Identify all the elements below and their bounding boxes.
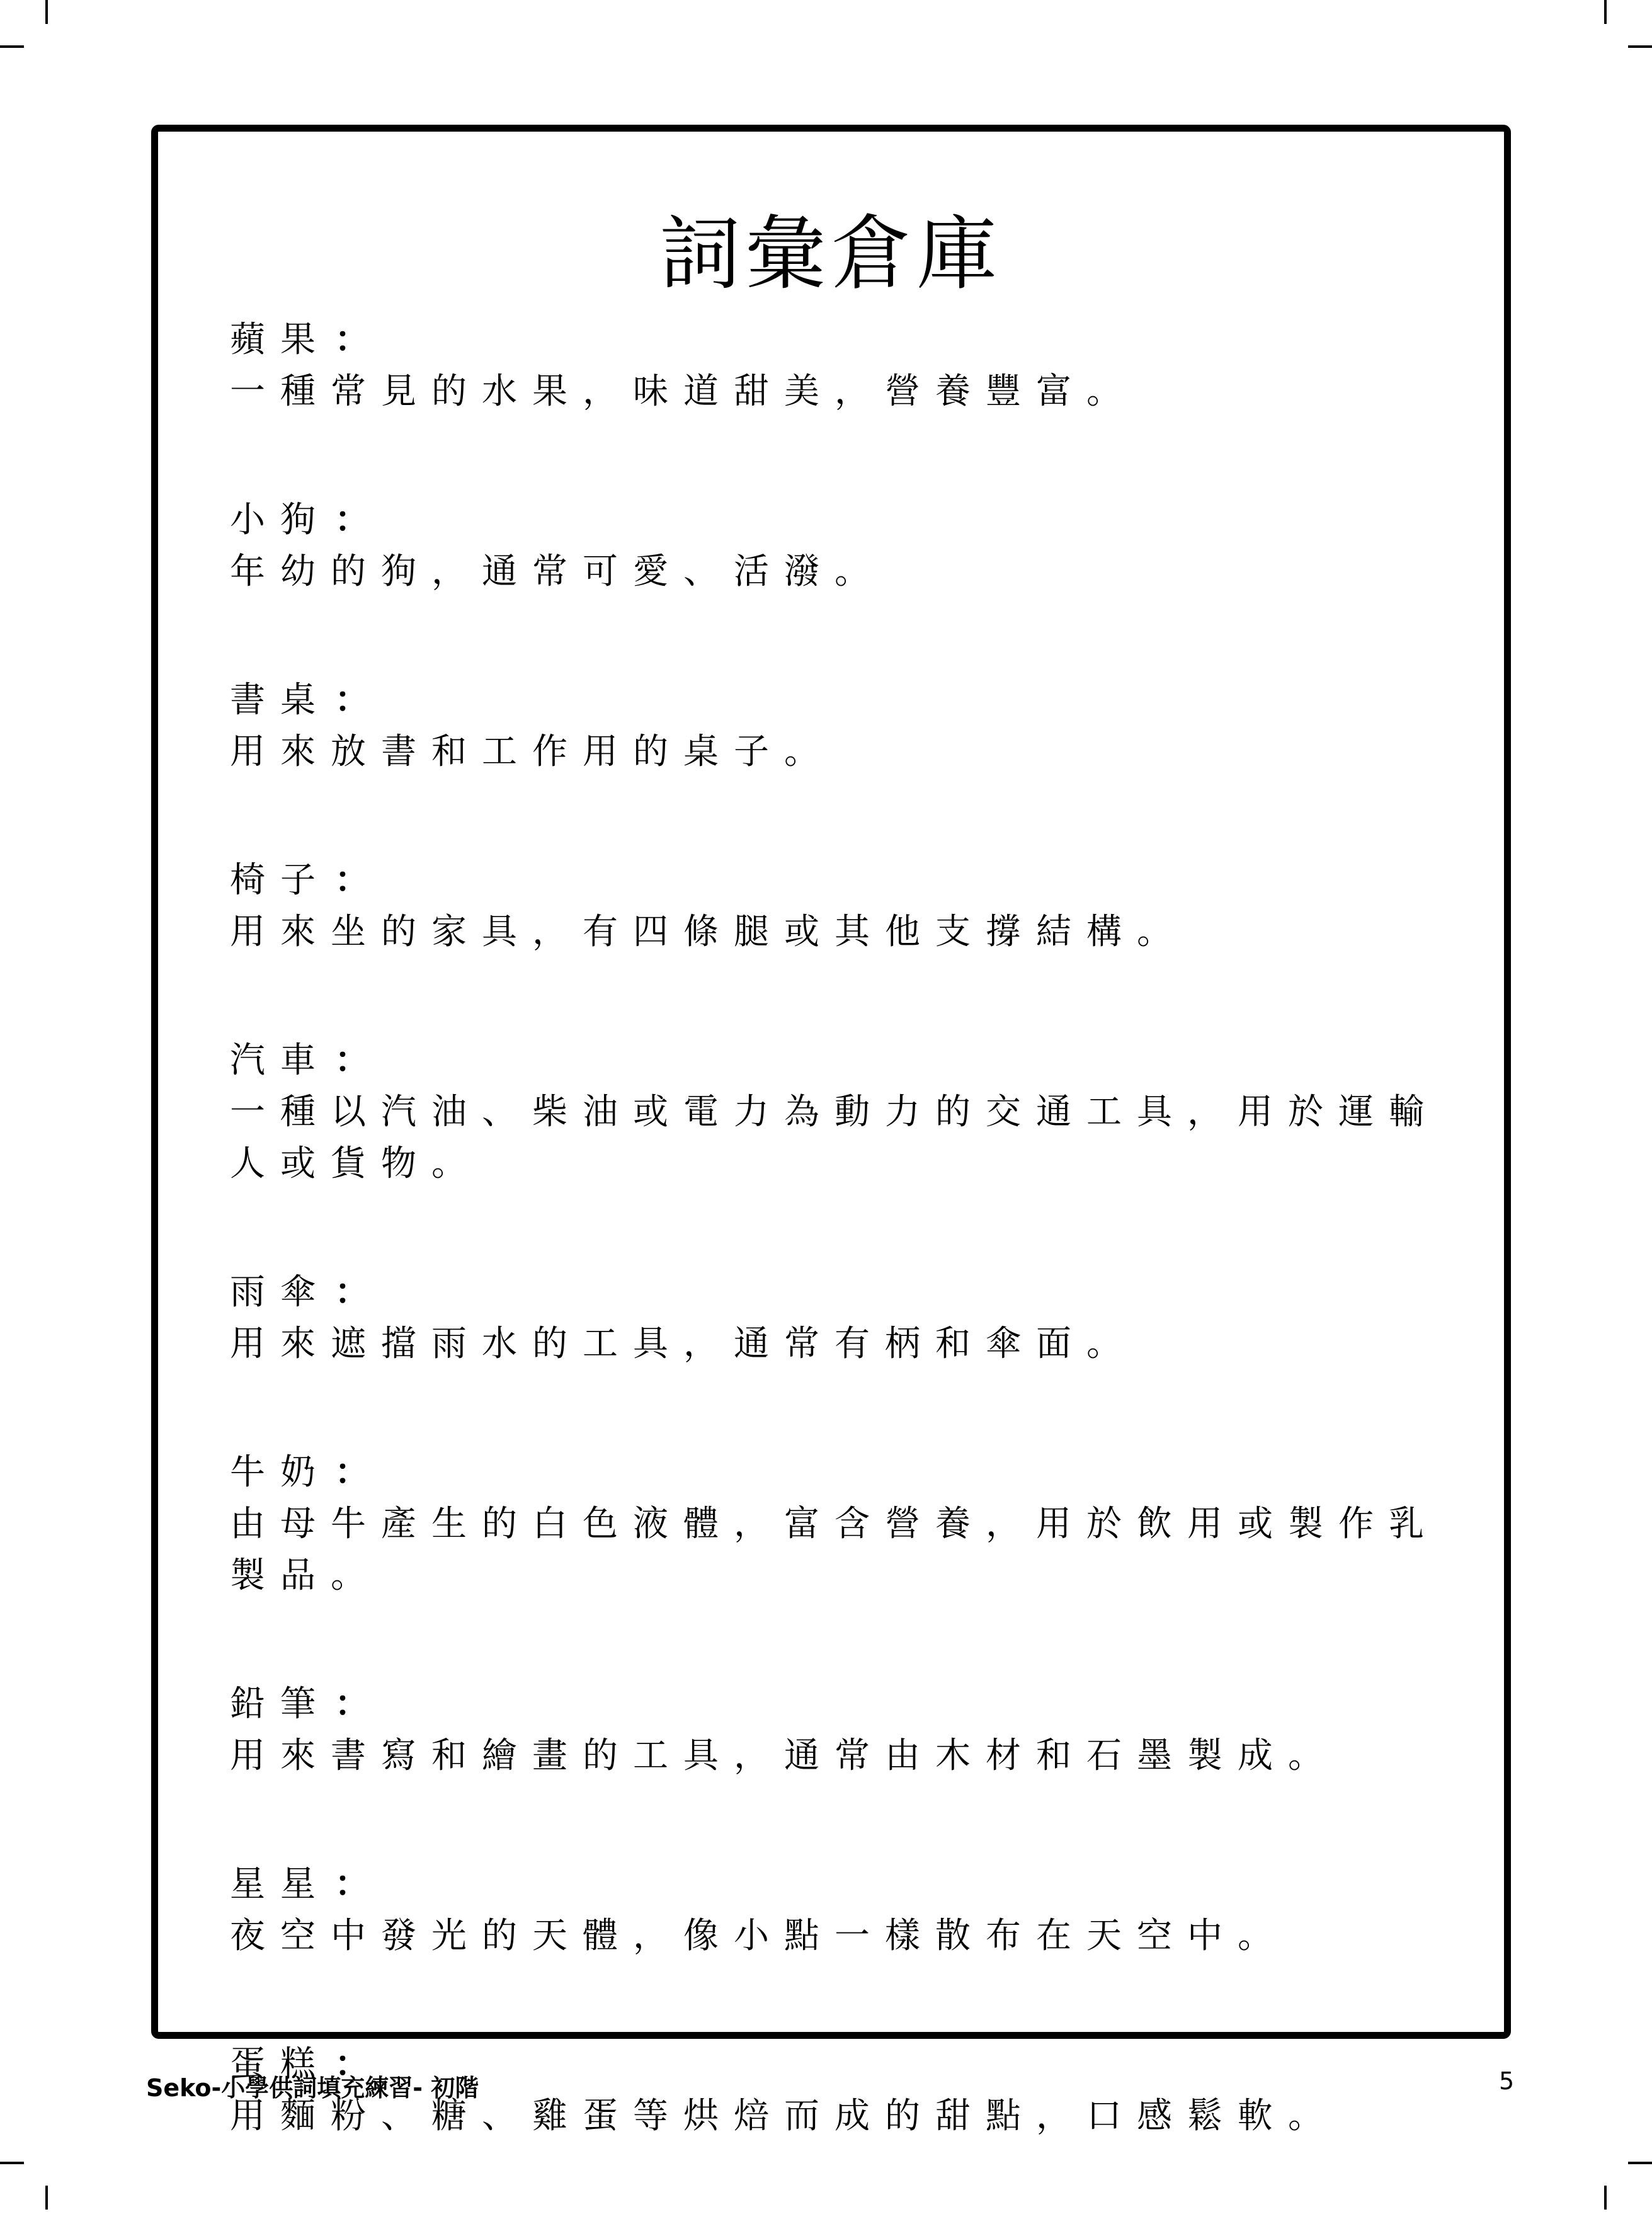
entry-definition: 一種常見的水果，味道甜美，營養豐富。: [230, 371, 1137, 412]
list-item: [230, 855, 1451, 958]
entry-definition: 夜空中發光的天體，像小點一樣散布在天空中。: [230, 1915, 1288, 1956]
term-colon: ：: [334, 680, 385, 721]
list-item: [230, 1859, 1451, 1962]
term-colon: ：: [334, 319, 385, 360]
entry-definition: 一種以汽油、柴油或電力為動力的交通工具，用於運輸人或貨物。: [230, 1092, 1439, 1184]
crop-mark: [45, 2186, 48, 2210]
crop-mark: [0, 45, 24, 48]
footer-text: Seko-小學供詞填充練習- 初階: [146, 2074, 479, 2102]
entry-term: [230, 855, 1451, 906]
term-text: 汽車: [230, 1040, 331, 1081]
term-colon: ：: [334, 1272, 385, 1313]
list-item: [230, 1447, 1451, 1602]
entry-definition: 用麵粉、糖、雞蛋等烘焙而成的甜點，口感鬆軟。: [230, 2096, 1338, 2136]
entry-term: [230, 1679, 1451, 1730]
term-colon: ：: [334, 1040, 385, 1081]
crop-mark: [45, 0, 48, 24]
term-text: 蛋糕: [230, 2044, 331, 2085]
list-item: [230, 1267, 1451, 1370]
entry-term: [230, 1035, 1451, 1087]
term-colon: ：: [334, 2044, 385, 2085]
crop-mark: [1628, 2162, 1652, 2164]
term-text: 蘋果: [230, 319, 331, 360]
list-item: [230, 1035, 1451, 1190]
entry-term: [230, 1447, 1451, 1498]
term-colon: ：: [334, 1452, 385, 1493]
term-text: 雨傘: [230, 1272, 331, 1313]
term-colon: ：: [334, 1684, 385, 1725]
term-colon: ：: [334, 1864, 385, 1905]
term-text: 椅子: [230, 860, 331, 901]
entry-term: [230, 314, 1451, 366]
page-number: 5: [1499, 2067, 1515, 2095]
term-colon: ：: [334, 499, 385, 540]
entry-term: [230, 675, 1451, 726]
entry-definition: 用來遮擋雨水的工具，通常有柄和傘面。: [230, 1323, 1137, 1364]
list-item: [230, 314, 1451, 418]
entry-term: [230, 1267, 1451, 1318]
term-text: 牛奶: [230, 1452, 331, 1493]
term-text: 小狗: [230, 499, 331, 540]
term-text: 星星: [230, 1864, 331, 1905]
entry-term: [230, 1859, 1451, 1910]
entry-term: [230, 494, 1451, 546]
list-item: [230, 494, 1451, 598]
list-item: [230, 675, 1451, 778]
entry-definition: 由母牛產生的白色液體，富含營養，用於飲用或製作乳製品。: [230, 1503, 1439, 1596]
entry-definition: 用來坐的家具，有四條腿或其他支撐結構。: [230, 911, 1187, 952]
entry-definition: 用來放書和工作用的桌子。: [230, 731, 835, 772]
vocabulary-list: [230, 314, 1451, 2219]
list-item: [230, 1679, 1451, 1782]
crop-mark: [0, 2162, 24, 2164]
crop-mark: [1604, 0, 1607, 24]
term-text: 鉛筆: [230, 1684, 331, 1725]
entry-definition: 年幼的狗，通常可愛、活潑。: [230, 551, 885, 592]
crop-mark: [1628, 45, 1652, 48]
term-text: 書桌: [230, 680, 331, 721]
entry-definition: 用來書寫和繪畫的工具，通常由木材和石墨製成。: [230, 1735, 1338, 1776]
page-title: 詞彙倉庫: [659, 207, 1003, 301]
crop-mark: [1604, 2186, 1607, 2210]
term-colon: ：: [334, 860, 385, 901]
